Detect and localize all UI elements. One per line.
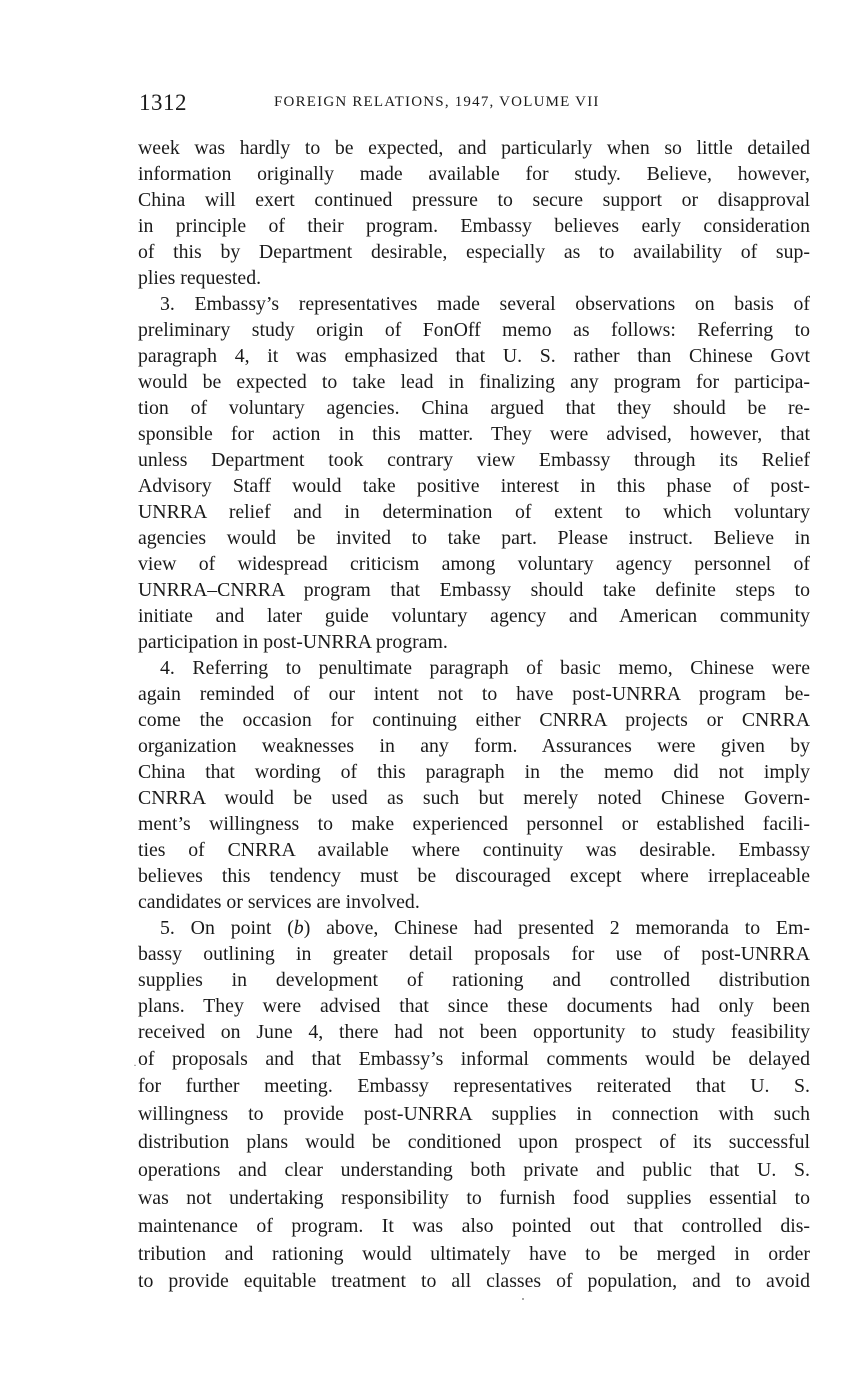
text-line: again reminded of our intent not to have post-UNRRA program be- xyxy=(138,683,810,705)
page-speck xyxy=(522,1298,524,1300)
text-line: operations and clear understanding both private and public that U. S. xyxy=(138,1159,810,1181)
text-line: CNRRA would be used as such but merely noted Chinese Govern- xyxy=(138,787,810,809)
text-line: for further meeting. Embassy representatives reiterated that U. S. xyxy=(138,1075,810,1097)
text-line: of proposals and that Embassy’s informal comments would be delayed xyxy=(138,1048,810,1070)
text-line: willingness to provide post-UNRRA supplies in connection with such xyxy=(138,1103,810,1125)
text-line: of this by Department desirable, especially as to availability of sup- xyxy=(138,241,810,263)
text-line: distribution plans would be conditioned upon prospect of its successful xyxy=(138,1131,810,1153)
text-line: UNRRA–CNRRA program that Embassy should take definite steps to xyxy=(138,579,810,601)
text-line: organization weaknesses in any form. Assurances were given by xyxy=(138,735,810,757)
text-line: initiate and later guide voluntary agency and American community xyxy=(138,605,810,627)
text-line: ment’s willingness to make experienced personnel or established facili- xyxy=(138,813,810,835)
text-line: to provide equitable treatment to all classes of population, and to avoid xyxy=(138,1270,810,1292)
text-line: plans. They were advised that since these documents had only been xyxy=(138,995,810,1017)
paragraph-4-start: 4. Referring to penultimate paragraph of basic memo, Chinese were xyxy=(160,657,810,679)
margin-dot: · xyxy=(133,1058,137,1072)
text-line: in principle of their program. Embassy believes early consideration xyxy=(138,215,810,237)
text-line: week was hardly to be expected, and particularly when so little detailed xyxy=(138,137,810,159)
text-line: ties of CNRRA available where continuity was desirable. Embassy xyxy=(138,839,810,861)
text-line: bassy outlining in greater detail proposals for use of post-UNRRA xyxy=(138,943,810,965)
text-line: maintenance of program. It was also pointed out that controlled dis- xyxy=(138,1215,810,1237)
text-line: candidates or services are involved. xyxy=(138,891,420,913)
text-line: agencies would be invited to take part. Please instruct. Believe in xyxy=(138,527,810,549)
page-number: 1312 xyxy=(139,90,187,115)
text-line: believes this tendency must be discouraged except where irreplaceable xyxy=(138,865,810,887)
text-line: tion of voluntary agencies. China argued that they should be re- xyxy=(138,397,810,419)
paragraph-5-start: 5. On point (b) above, Chinese had presented 2 memoranda to Em- xyxy=(160,917,810,939)
text-line: information originally made available for study. Believe, however, xyxy=(138,163,810,185)
text-line: paragraph 4, it was emphasized that U. S. rather than Chinese Govt xyxy=(138,345,810,367)
text-line: China that wording of this paragraph in the memo did not imply xyxy=(138,761,810,783)
text-line: supplies in development of rationing and controlled distribution xyxy=(138,969,810,991)
text-line: UNRRA relief and in determination of extent to which voluntary xyxy=(138,501,810,523)
text-line: view of widespread criticism among voluntary agency personnel of xyxy=(138,553,810,575)
text-line: would be expected to take lead in finalizing any program for participa- xyxy=(138,371,810,393)
running-head: FOREIGN RELATIONS, 1947, VOLUME VII xyxy=(274,94,600,110)
text-line: sponsible for action in this matter. They were advised, however, that xyxy=(138,423,810,445)
text-line: was not undertaking responsibility to furnish food supplies essential to xyxy=(138,1187,810,1209)
text-line: China will exert continued pressure to secure support or disapproval xyxy=(138,189,810,211)
text-line: Advisory Staff would take positive interest in this phase of post- xyxy=(138,475,810,497)
text-line: come the occasion for continuing either CNRRA projects or CNRRA xyxy=(138,709,810,731)
text-line: preliminary study origin of FonOff memo as follows: Referring to xyxy=(138,319,810,341)
text-line: received on June 4, there had not been opportunity to study feasibility xyxy=(138,1021,810,1043)
text-line: participation in post-UNRRA program. xyxy=(138,631,448,653)
text-line: plies requested. xyxy=(138,267,262,289)
text-line: unless Department took contrary view Embassy through its Relief xyxy=(138,449,810,471)
paragraph-3-start: 3. Embassy’s representatives made several observations on basis of xyxy=(160,293,810,315)
text-line: tribution and rationing would ultimately have to be merged in order xyxy=(138,1243,810,1265)
